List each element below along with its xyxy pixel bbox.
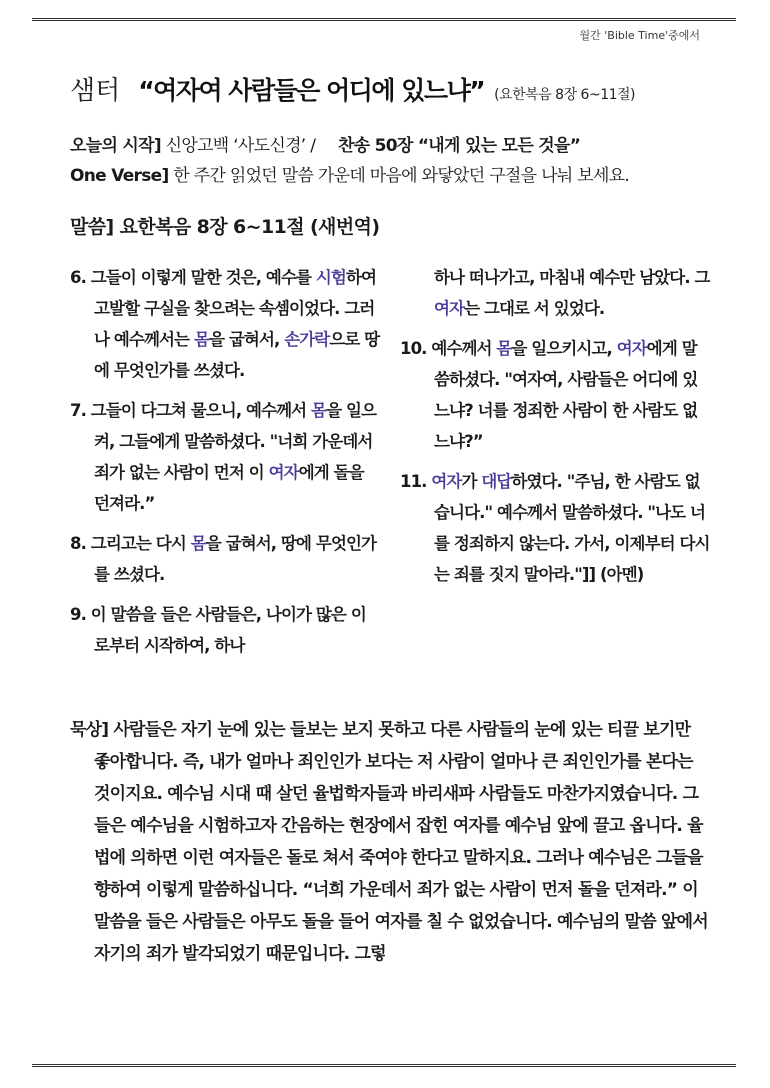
highlight-word: 몸 [496,339,512,358]
verse-11 [400,466,710,590]
one-verse-text: 한 주간 읽었던 말씀 가운데 마음에 와닿았던 구절을 나눠 보세요. [173,166,630,186]
top-divider [32,18,736,21]
highlight-word: 여자 [616,339,647,358]
scripture-column-right [400,262,710,599]
verse-text: 가 [461,472,482,491]
scripture-heading: 말씀] 요한복음 8장 6~11절 (새번역) [70,216,380,238]
verse-9-continued [400,262,710,324]
verse-text: 10. 예수께서 [400,339,497,358]
source-note: 월간 'Bible Time'중에서 [579,29,700,42]
intro-verse-line [70,161,629,191]
intro-start-line [70,131,629,161]
verse-6 [70,262,380,386]
verse-text: 9. 이 말씀을 들은 사람들은, 나이가 많은 이로부터 시작하여, 하나 [70,605,366,655]
verse-text: 을 굽혀서, 땅에 무엇인가를 쓰셨다. [94,534,377,584]
start-text: 신앙고백 ‘사도신경’ / [165,136,316,156]
one-verse-label: One Verse] [70,166,169,186]
start-label: 오늘의 시작] [70,136,161,156]
verse-text: 하여 고발할 구실을 찾으려는 속셈이었다. 그러나 예수께서는 [94,268,377,349]
verse-8 [70,528,380,590]
title-reference: (요한복음 8장 6~11절) [494,87,635,103]
title-label: 샘터 [70,76,121,106]
highlight-word: 몸 [311,401,327,420]
bottom-divider [32,1064,736,1067]
verse-text: 을 일으켜, 그들에게 말씀하셨다. "너희 가운데서 죄가 없는 사람이 먼저 이 [94,401,377,482]
verse-text: 으로 땅에 무엇인가를 쓰셨다. [94,330,380,380]
verse-text: 는 그대로 서 있었다. [464,299,605,318]
verse-text: 을 굽혀서, [208,330,285,349]
highlight-word: 시험 [315,268,346,287]
verse-7 [70,395,380,519]
scripture-column-left [70,262,380,670]
verse-text: 을 일으키시고, [511,339,617,358]
highlight-word: 손가락 [284,330,330,349]
verse-text: 7. 그들이 다그쳐 물으니, 예수께서 [70,401,312,420]
highlight-word: 여자 [431,472,462,491]
verse-9 [70,599,380,661]
highlight-word: 대답 [481,472,512,491]
intro-section [70,131,629,191]
highlight-word: 몸 [190,534,206,553]
verse-text: 에게 말씀하셨다. "여자여, 사람들은 어디에 있느냐? 너를 정죄한 사람이 한 사람도 없느냐?” [434,339,698,451]
meditation-text: 사람들은 자기 눈에 있는 들보는 보지 못하고 다른 사람들의 눈에 있는 티끌 보기만 좋아합니다. 즉, 내가 얼마나 죄인인가 보다는 저 사람이 얼마나 큰 죄인인가를 본다는 것이지요. 예수님 시대 때 살던 율법학자들과 바리새파 사람들도 마찬가지였습니다. 그들은 예수님을 시험하고자 간음하는 현장에서 잡힌 여자를 예수님 앞에 끌고 옵니다. 율법에 의하면 이런 여자들은 돌로 쳐서 죽여야 한다고 말하지요. 그러나 예수님은 그들을 향하여 이렇게 말씀하십니다. “너희 가운데서 죄가 없는 사람이 먼저 돌을 던져라.” 이 말씀을 들은 사람들은 아무도 돌을 들어 여자를 칠 수 없었습니다. 예수님의 말씀 앞에서 자기의 죄가 발각되었기 때문입니다. 그렇 [94,720,708,964]
hymn-text: 찬송 50장 “내게 있는 모든 것을” [337,136,581,156]
highlight-word: 여자 [268,463,299,482]
verse-text: 6. 그들이 이렇게 말한 것은, 예수를 [70,268,316,287]
title-main: “여자여 사람들은 어디에 있느냐” [138,76,485,105]
verse-text: 하나 떠나가고, 마침내 예수만 남았다. 그 [434,268,710,287]
meditation-section [70,714,710,970]
verse-text: 8. 그리고는 다시 [70,534,191,553]
meditation-label: 묵상] [70,720,109,740]
verse-text: 하였다. "주님, 한 사람도 없습니다." 예수께서 말씀하셨다. "나도 너를 정죄하지 않는다. 가서, 이제부터 다시는 죄를 짓지 말아라."]] (아멘) [434,472,710,584]
highlight-word: 여자 [434,299,465,318]
highlight-word: 몸 [193,330,209,349]
verse-text: 에게 돌을 던져라.” [94,463,364,513]
verse-text: 11. [400,472,432,491]
page-title [70,70,635,107]
verse-10 [400,333,710,457]
